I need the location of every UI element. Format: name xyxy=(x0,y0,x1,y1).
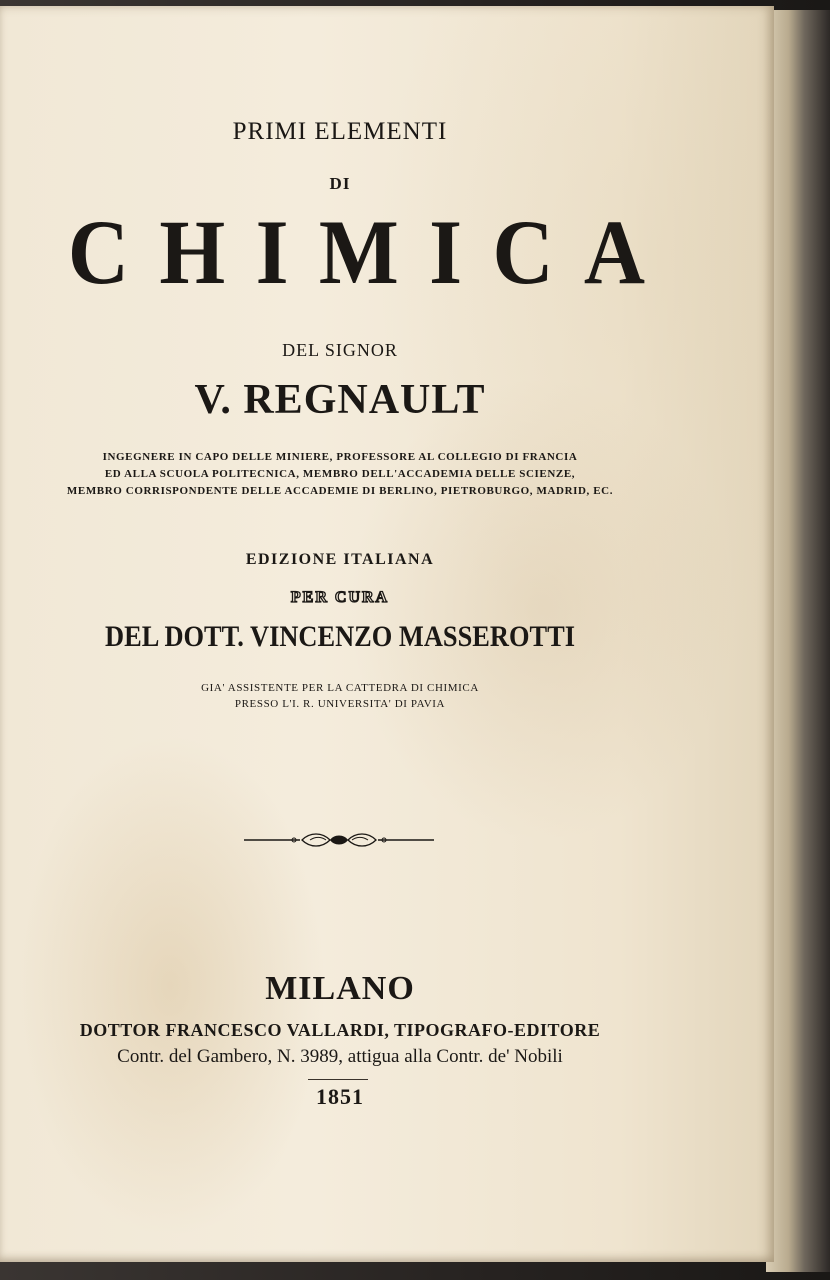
author-credentials-line: INGEGNERE IN CAPO DELLE MINIERE, PROFESSORE AL COLLEGIO DI FRANCIA xyxy=(102,451,578,463)
publisher-address: Contr. del Gambero, N. 3989, attigua alla Contr. de' Nobili xyxy=(117,1046,563,1067)
title-page xyxy=(0,6,774,1262)
page-edges xyxy=(766,10,830,1272)
publisher: DOTTOR FRANCESCO VALLARDI, TIPOGRAFO-EDITORE xyxy=(79,1020,601,1040)
author-credentials-line: ED ALLA SCUOLA POLITECNICA, MEMBRO DELL'ACCADEMIA DELLE SCIENZE, xyxy=(104,468,576,480)
editor-role-line: GIA' ASSISTENTE PER LA CATTEDRA DI CHIMICA xyxy=(201,682,479,694)
publication-year: 1851 xyxy=(316,1084,364,1109)
title-line-1: PRIMI ELEMENTI xyxy=(232,118,448,145)
main-title: CHIMICA xyxy=(67,201,676,303)
author-credentials-line: MEMBRO CORRISPONDENTE DELLE ACCADEMIE DI BERLINO, PIETROBURGO, MADRID, EC. xyxy=(66,485,614,497)
scroll-ornament-icon xyxy=(244,828,434,852)
edition-label: EDIZIONE ITALIANA xyxy=(245,551,435,568)
editor-role-line: PRESSO L'I. R. UNIVERSITA' DI PAVIA xyxy=(234,698,446,710)
publication-city: MILANO xyxy=(265,970,415,1007)
per-cura-label: PER CURA xyxy=(290,589,390,606)
year-rule xyxy=(308,1079,368,1080)
byline: DEL SIGNOR xyxy=(282,340,398,360)
author-name: V. REGNAULT xyxy=(194,377,486,423)
editor-name: DEL DOTT. VINCENZO MASSEROTTI xyxy=(105,620,575,653)
title-line-2: DI xyxy=(329,174,351,193)
